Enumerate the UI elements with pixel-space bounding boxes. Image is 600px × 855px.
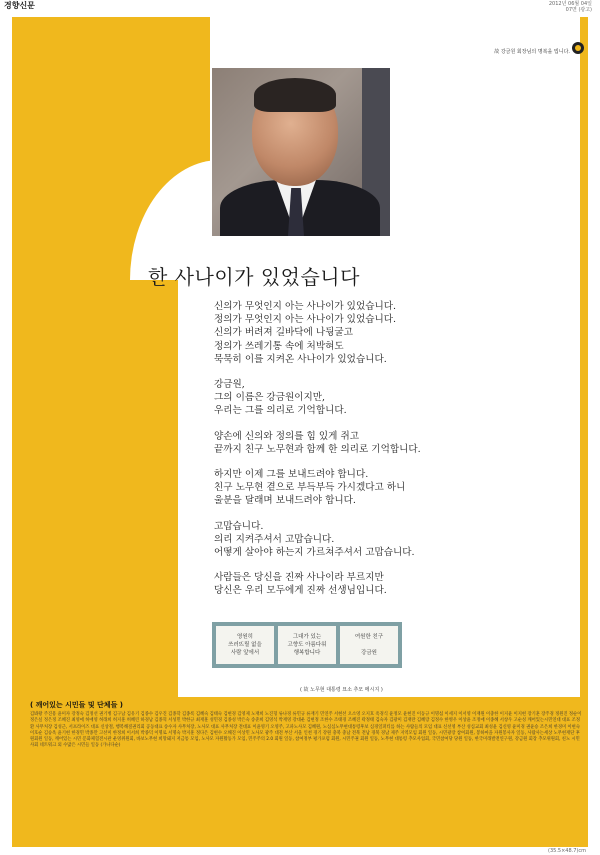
poem-line: 정의가 무엇인지 아는 사나이가 있었습니다. [214, 314, 397, 326]
ad-size-note: (35.5×48.7)cm [548, 848, 586, 854]
dateline [549, 1, 592, 13]
message-cards-caption: ( 故 노무현 대통령 묘소 추모 메시지 ) [300, 687, 383, 693]
yellow-shape-stem [20, 17, 178, 697]
condolence-caption: 故 강금원 회장님의 명복을 빕니다. [494, 49, 570, 55]
message-card-line: 사람 앞에서 [230, 650, 260, 656]
poem-stanza [214, 430, 534, 456]
message-card [278, 626, 336, 664]
poem-line: 의리 지켜주셔서 고맙습니다. [214, 533, 335, 545]
poem-line: 정의가 쓰레기통 속에 처박혀도 [214, 340, 344, 352]
poem-stanza [214, 300, 534, 366]
poem-line: 사람들은 당신을 진짜 사나이라 부르지만 [214, 572, 384, 584]
message-card-line: 고향도 아름다워 [287, 642, 327, 648]
poem-stanza [214, 571, 534, 597]
message-card-line: 쓰러뜨릴 없을 [228, 642, 262, 648]
supporters-title: ( 깨어있는 시민들 및 단체들 ) [30, 701, 123, 709]
poem-line: 어떻게 살아야 하는지 가르쳐주셔서 고맙습니다. [214, 547, 415, 559]
poem-line: 묵묵히 이를 지켜온 사나이가 있었습니다. [214, 353, 387, 365]
poem-line: 끝까지 친구 노무현과 함께 한 의리로 기억합니다. [214, 443, 421, 455]
poem-line: 신의가 무엇인지 아는 사나이가 있었습니다. [214, 301, 397, 312]
message-card [340, 626, 398, 664]
poem-stanza [214, 468, 534, 508]
memorial-poem [214, 300, 534, 610]
headline: 한 사나이가 있었습니다 [148, 265, 360, 289]
poem-stanza [214, 520, 534, 560]
message-card-line: 행복합니다 [293, 650, 321, 656]
poem-line: 우리는 그를 의리로 기억합니다. [214, 405, 347, 417]
poem-line: 당신은 우리 모두에게 진짜 선생님입니다. [214, 585, 387, 597]
poem-line: 신의가 버려져 길바닥에 나뒹굴고 [214, 327, 353, 339]
poem-line: 울분을 달래며 보내드려야 합니다. [214, 495, 356, 507]
poem-line: 하지만 이제 그를 보내드려야 합니다. [214, 469, 369, 481]
issue-date: 2012년 06월 04일 [548, 1, 592, 7]
poem-line: 그의 이름은 강금원이지만, [214, 392, 326, 404]
newspaper-masthead: 경향신문 [4, 1, 35, 10]
handwritten-message-cards [212, 622, 402, 668]
memorial-portrait-photo [212, 68, 390, 236]
portrait-hair [254, 78, 336, 112]
message-card-line: 강금원 [361, 650, 377, 656]
poem-line: 강금원, [214, 379, 245, 391]
poem-line: 고맙습니다. [214, 520, 264, 532]
page-edition: 07면 (광고) [565, 7, 592, 13]
memorial-ribbon-icon [572, 42, 584, 54]
poem-stanza [214, 378, 534, 418]
supporters-list: 김봐왕 주진용 윤미자 강정숙 김정선 권기병 김구남 김유기 김종수 김우진 김종학 김종록 김혜숙 김태숙 김현경 김영제 노재희 노진형 류나경 류민규 류재기 민연주 서현선 오소영 오지호 옥경식 윤정모 윤현진 이동규 이명섭 이세지 이서영 이재원 이충한 이지윤 이지현 장기훈 장주경 정원진 정순이 정은실 정은정 조혜진 최영애 허애영 허래희 허지훈 허혜린 하경남 김종혁 서성민 박한규 최재훈 성민경 김종성 박은숙 송준희 김영석 박재영 강대운 김현정 조한수 조태경 조혜진 곽정태 김숙자 김광미 김재란 김혜랑 김정수 한병우 이상윤 조정애 이종혜 서창우 고순성 깨어있는시민연대 대표 조정환 사무처장 김성근, 서프라이즈 대표 신상철, 행복해질권리회 공동대표 송수자 사무처장, 노사모 대표 사무처장 전대표 이윤영기 오영주, 고파노사모 김혜원, 노심심노무현대통령후보 심경일퍼티를 하는 사람들의 모임 대표 신선영 부산 성심교회 최성윤 김신영 윤미경 권윤승 조은희 한경미 이현숙 이호순 김승옥 윤기현 한경민 박종만 고선미 한정희 이서희 박종덕 이명로 서명숙 박지훈 정다은 김현수 오해진 이상민 노사모 광주 대전 부산 서울 인천 경기 강원 충북 충남 전북 전남 경북 경남 제주 지역모임 회원 일동, 시민광장 참여회원, 봉하마을 자원봉사자 일동, 사람사는세상 노무현재단 후원회원 일동, 깨어있는 시민 문화체험전시관 운영위원회, 바보노무현 희망돼지 저금통 모임, 노사모 자원활동가 모임, 민주주의 2.0 회원 일동, 참여정부 평가포럼 회원, 시민주권 회원 일동, 노무현 대통령 추모사업회, 국민참여당 당원 일동, 한국미래발전연구원, 강금원 회장 추모위원회, 친노 시민사회 네트워크 외 수많은 시민들 일동 (가나다순) [30, 712, 582, 749]
poem-line: 친구 노무현 곁으로 부득부득 가시겠다고 하니 [214, 482, 406, 494]
message-card-line: 여원한 친구 [354, 634, 384, 640]
message-card-line [368, 641, 370, 649]
message-card-line: 영원히 [237, 634, 253, 640]
message-card-line: 그대가 있는 [292, 634, 322, 640]
message-card [216, 626, 274, 664]
poem-line: 양손에 신의와 정의를 힘 있게 쥐고 [214, 430, 359, 442]
